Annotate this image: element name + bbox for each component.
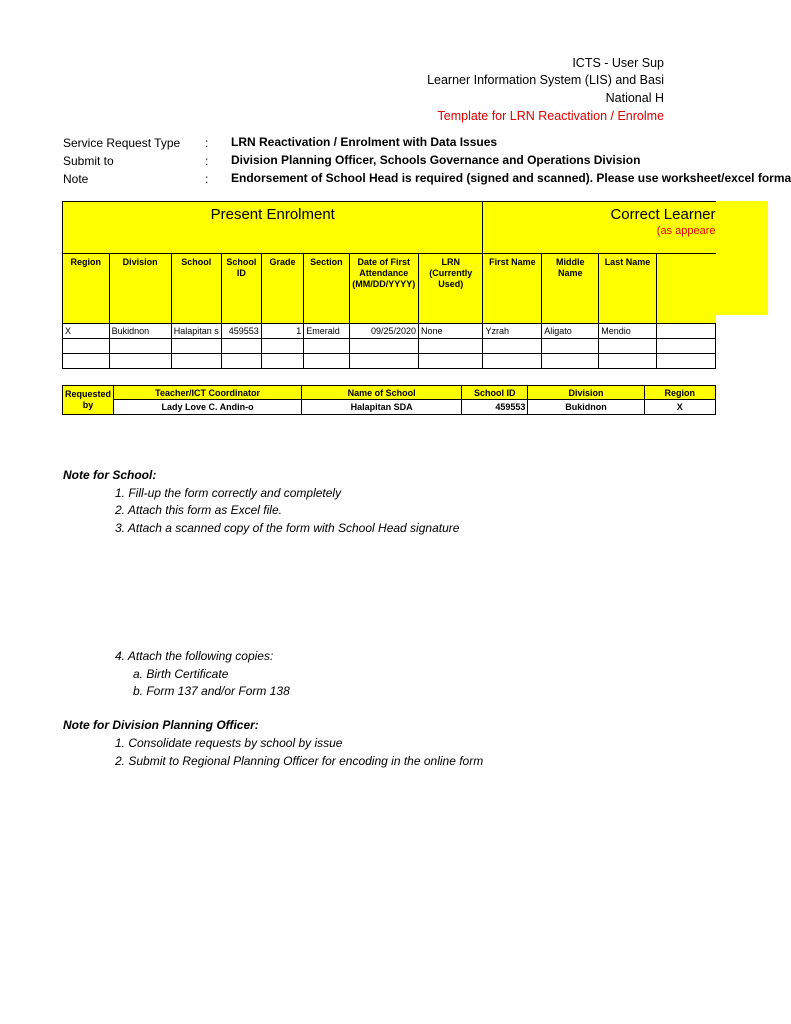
col-header-division: Division	[109, 254, 171, 324]
cell-empty[interactable]	[304, 354, 349, 369]
col-header-date-first-attendance: Date of First Attendance (MM/DD/YYYY)	[349, 254, 418, 324]
cell-empty[interactable]	[171, 339, 221, 354]
requested-by-table	[62, 385, 716, 415]
cell-empty[interactable]	[63, 339, 110, 354]
note-item: 2. Submit to Regional Planning Officer for encoding in the online form	[115, 754, 484, 768]
note-for-school-title: Note for School:	[63, 468, 157, 482]
service-request-label: Service Request Type	[63, 136, 181, 150]
cell-empty[interactable]	[483, 339, 542, 354]
teacher-header: Teacher/ICT Coordinator	[114, 386, 302, 400]
cell-empty[interactable]	[221, 339, 261, 354]
header-line-1: ICTS - User Sup	[572, 56, 664, 70]
submit-to-label: Submit to	[63, 154, 114, 168]
cell-empty[interactable]	[599, 339, 656, 354]
note-item: 1. Consolidate requests by school by issue	[115, 736, 343, 750]
note-item: 3. Attach a scanned copy of the form with School Head signature	[115, 521, 460, 535]
header-line-3: National H	[605, 91, 664, 105]
service-request-value: LRN Reactivation / Enrolment with Data Issues	[231, 135, 498, 149]
cell-extra[interactable]	[656, 324, 715, 339]
header-line-2: Learner Information System (LIS) and Basi	[427, 73, 664, 87]
col-header-lrn: LRN (Currently Used)	[419, 254, 483, 324]
table-row	[63, 354, 716, 369]
division-value[interactable]: Bukidnon	[528, 400, 644, 415]
school-name-value[interactable]: Halapitan SDA	[302, 400, 462, 415]
cell-lrn[interactable]: None	[419, 324, 483, 339]
requested-by-label: Requested by	[63, 386, 114, 415]
cell-empty[interactable]	[221, 354, 261, 369]
header-line-4-template-title: Template for LRN Reactivation / Enrolme	[437, 109, 664, 123]
col-header-middle-name: Middle Name	[542, 254, 599, 324]
col-header-first-name: First Name	[483, 254, 542, 324]
note-value: Endorsement of School Head is required (signed and scanned). Please use worksheet/excel forma	[231, 171, 791, 185]
cell-empty[interactable]	[109, 354, 171, 369]
teacher-value[interactable]: Lady Love C. Andin-o	[114, 400, 302, 415]
cell-empty[interactable]	[483, 354, 542, 369]
colon: :	[205, 136, 209, 150]
cell-empty[interactable]	[419, 354, 483, 369]
cell-empty[interactable]	[656, 354, 715, 369]
note-subitem: a. Birth Certificate	[133, 667, 229, 681]
cell-empty[interactable]	[419, 339, 483, 354]
col-header-section: Section	[304, 254, 349, 324]
cell-grade[interactable]: 1	[261, 324, 303, 339]
region-header: Region	[644, 386, 715, 400]
note-label: Note	[63, 172, 89, 186]
col-header-school-id: School ID	[221, 254, 261, 324]
cell-empty[interactable]	[304, 339, 349, 354]
cell-division[interactable]: Bukidnon	[109, 324, 171, 339]
correct-learner-title: Correct Learner (as appeare	[483, 202, 716, 254]
cell-empty[interactable]	[109, 339, 171, 354]
cell-first-name[interactable]: Yzrah	[483, 324, 542, 339]
colon: :	[205, 154, 209, 168]
note-item: 4. Attach the following copies:	[115, 649, 274, 663]
cell-empty[interactable]	[349, 354, 418, 369]
cell-empty[interactable]	[599, 354, 656, 369]
col-header-extra	[656, 254, 715, 324]
enrolment-table	[62, 201, 716, 369]
note-for-division-title: Note for Division Planning Officer:	[63, 718, 259, 732]
school-name-header: Name of School	[302, 386, 462, 400]
cell-empty[interactable]	[261, 354, 303, 369]
note-subitem: b. Form 137 and/or Form 138	[133, 684, 290, 698]
yellow-header-extension	[716, 201, 768, 315]
cell-empty[interactable]	[261, 339, 303, 354]
cell-empty[interactable]	[349, 339, 418, 354]
col-header-last-name: Last Name	[599, 254, 656, 324]
cell-date[interactable]: 09/25/2020	[349, 324, 418, 339]
cell-region[interactable]: X	[63, 324, 110, 339]
note-item: 2. Attach this form as Excel file.	[115, 503, 282, 517]
cell-empty[interactable]	[171, 354, 221, 369]
cell-school[interactable]: Halapitan s	[171, 324, 221, 339]
table-row	[63, 339, 716, 354]
school-id-header: School ID	[462, 386, 528, 400]
cell-last-name[interactable]: Mendio	[599, 324, 656, 339]
present-enrolment-title: Present Enrolment	[63, 202, 483, 254]
cell-empty[interactable]	[542, 339, 599, 354]
cell-empty[interactable]	[656, 339, 715, 354]
correct-learner-subtitle: (as appeare	[656, 225, 716, 237]
note-item: 1. Fill-up the form correctly and completely	[115, 486, 342, 500]
col-header-region: Region	[63, 254, 110, 324]
cell-middle-name[interactable]: Aligato	[542, 324, 599, 339]
cell-empty[interactable]	[542, 354, 599, 369]
cell-empty[interactable]	[63, 354, 110, 369]
cell-school-id[interactable]: 459553	[221, 324, 261, 339]
cell-section[interactable]: Emerald	[304, 324, 349, 339]
division-header: Division	[528, 386, 644, 400]
region-value[interactable]: X	[644, 400, 715, 415]
school-id-value[interactable]: 459553	[462, 400, 528, 415]
col-header-grade: Grade	[261, 254, 303, 324]
colon: :	[205, 172, 209, 186]
submit-to-value: Division Planning Officer, Schools Governance and Operations Division	[231, 153, 641, 167]
col-header-school: School	[171, 254, 221, 324]
table-row	[63, 324, 716, 339]
